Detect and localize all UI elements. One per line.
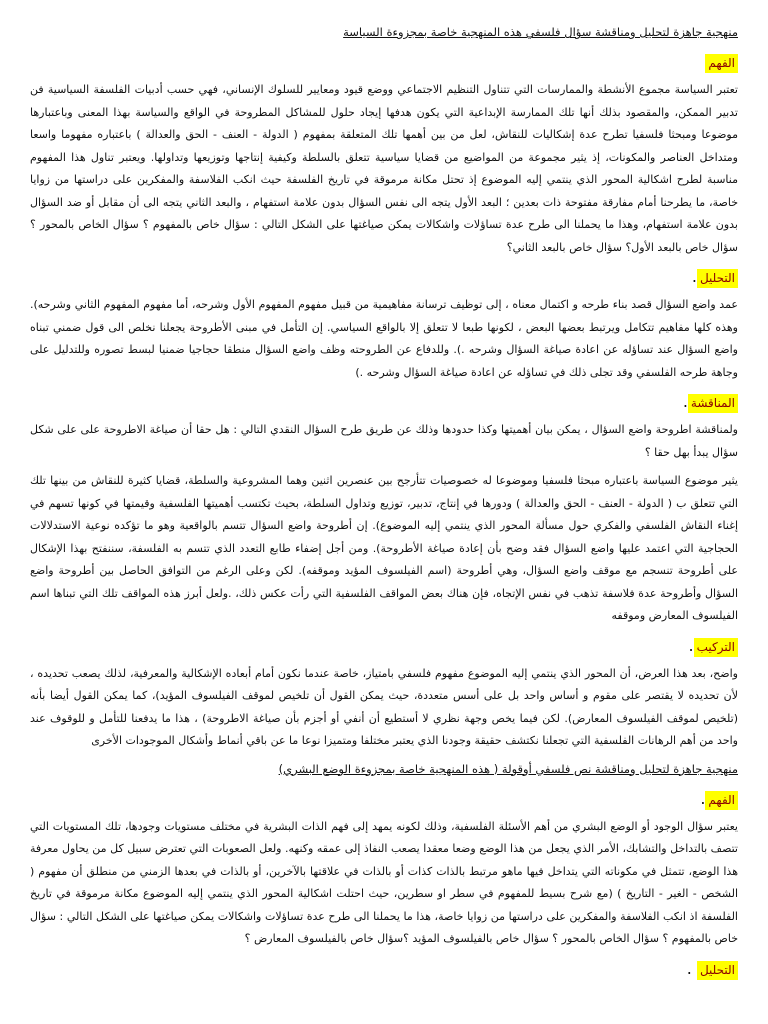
section-title-human-condition: منهجية جاهزة لتحليل ومناقشة نص فلسفي أوقولة ( هذه المنهجية خاصة بمجزوءة الوضع البشري) xyxy=(278,761,738,776)
heading-understanding-2-row: الفهم. xyxy=(30,787,738,816)
heading-analysis-2: التحليل xyxy=(697,961,738,980)
paragraph-discussion-question: ولمناقشة اطروحة واضع السؤال ، يمكن بيان أهميتها وكذا حدودها وذلك عن طريق طرح السؤال النقدي التالي : هل حقا أن صياغة الاطروحة على على شكل سؤال يبدأ بهل حقا ؟ xyxy=(30,423,738,459)
heading-synthesis-1-row: التركيب. xyxy=(30,634,738,663)
heading-analysis-1-row: التحليل. xyxy=(30,265,738,294)
heading-understanding-1-row xyxy=(30,50,738,79)
heading-understanding-1: الفهم xyxy=(705,54,738,73)
paragraph-synthesis-1: واضح، بعد هذا العرض، أن المحور الذي ينتمي إليه الموضوع مفهوم فلسفي بامتياز، خاصة عندما نكون أمام أبعاده الإشكالية والمعرفية، لذلك يصعب تحديده ، لأن تحديده لا يقتصر على مقوم و أساس واحد بل على أسس متعددة، حيث يمكن القول أن تلخيص لموقف الفيلسوف المؤيد)، كما يمكن القول أيضا بأنه (تلخيص لموقف الفيلسوف المعارض). لكن فيما يخص وجهة نظري لا أستطيع أن أنفي أو أجزم بأن صياغة الاطروحة) ، هذا ما يدفعنا للتأمل و للوقوف عند واحد من أهم الرهانات الفلسفية التي تجعلنا نكتشف حقيقة وجودنا الذي يعتبر مختلفا ومتميزا نوعا ما عن باقي أنماط وأشكال الموجودات الأخرى xyxy=(30,666,738,747)
paragraph-analysis-1: عمد واضع السؤال قصد بناء طرحه و اكتمال معناه ، إلى توظيف ترسانة مفاهيمية من قبيل مفهوم المفهوم الأول وشرحه، أما مفهوم المفهوم الثاني وشرحه). وهذه كلها مفاهيم تتكامل ويرتبط بعضها البعض ، لكونها طبعا لا تتعلق إلا بالواقع السياسي. إن التأمل في مبنى الأطروحة يجعلنا نخلص الى قول ضمني تبناه واضع السؤال عند تساؤله عن اعادة صياغة السؤال وشرحه .). وللدفاع عن الطروحته وظف واضع السؤال منطقا حجاجيا ضمنيا لبسط تصوره وللتدليل على وجاهة طرحه الفلسفي وقد تجلى ذلك في تساؤله عن اعادة صياغة السؤال وشرحه .) xyxy=(30,298,738,379)
heading-analysis-2-row: التحليل . xyxy=(30,957,738,986)
heading-understanding-2: الفهم xyxy=(705,791,738,810)
heading-discussion-1-row: المناقشة. xyxy=(30,390,738,419)
heading-discussion-1: المناقشة xyxy=(688,394,738,413)
heading-analysis-1: التحليل xyxy=(697,269,738,288)
paragraph-understanding-1: تعتبر السياسة مجموع الأنشطة والممارسات التي تتناول التنظيم الاجتماعي ووضع قيود ومعايير للسلوك الإنساني، فهي حسب أدبيات الفلسفة السياسية فن تدبير الممكن، والمقصود بذلك أنها تلك الممارسة الإبداعية التي يكون هدفها إيجاد حلول للمشاكل المطروحة في الواقع والسياسة بهذا المعنى وباعتبارها موضوعا ومبحثا فلسفيا تطرح عدة إشكاليات للنقاش، لعل من بين أهمها تلك المتعلقة بمفهوم ( الدولة - العنف - الحق والعدالة ) باعتباره مفهوما واسعا ومتداخل العناصر والمكونات، إذ يثير مجموعة من المواضيع من قضايا سياسية تتعلق بالسلطة وكيفية إنتاجها وتوزيعها وتداولها. ويعتبر تناول هذا المفهوم مناسبة لطرح اشكالية المحور الذي ينتمي إليه الموضوع إذ تحتل مكانة مرموقة في تاريخ الفلسفة حيث انكب الفلاسفة والمفكرين على دراستها من زوايا خاصة، ما يطرحنا أمام مفارقة مفتوحة ذات بعدين ؛ البعد الأول يتجه الى نفس السؤال بدون علامة استفهام ، والبعد الثاني يتجه الى أن مقابل أو ضد السؤال بدون علامة استفهام، وهذا ما يحملنا الى طرح عدة تساؤلات واشكالات يمكن صياغتها على الشكل التالي : سؤال خاص بالمفهوم ؟ سؤال الخاص بالمحور ؟ سؤال خاص بالبعد الأول؟ سؤال خاص بالبعد الثاني؟ xyxy=(30,83,738,254)
paragraph-discussion-1: يثير موضوع السياسة باعتباره مبحثا فلسفيا وموضوعا له خصوصيات تتأرجح بين عنصرين اثنين وهما المشروعية والسلطة، قضايا كثيرة للنقاش من بينها تلك التي تتعلق ب ( الدولة - العنف - الحق والعدالة ) ودورها في إنتاج، تدبير، توزيع وتداول السلطة، بحيث تكتسب أهميتها الفلسفية وقيمتها في كونها تسهم في إغناء النقاش الفلسفي والفكري حول مسألة المحور الذي ينتمي إليه الموضوع). إن أطروحة واضع السؤال تتسم بالواقعية وهو ما تؤكده نوعية الاستدلالات الحجاجية التي اعتمد عليها واضع السؤال فقد وضح بأن إعادة صياغة الأطروحة). ومن أجل إضفاء طابع التعدد الذي تتسم به الفلسفة، سننفتح بهذا الإشكال على أطروحة تنسجم مع موقف واضع السؤال، وهي أطروحة (اسم الفيلسوف المؤيد وموقفه). لكن وعلى الرغم من التوافق الحاصل بين أطروحة واضع السؤال وأطروحة عدة فلاسفة تذهب في نفس الإتجاه، فإن هناك بعض المواقف الفلسفية التي رأت عكس ذلك، .ولعل أبرز هذه المواقف تلك التي تبناها اسم الفيلسوف المعارض وموقفه xyxy=(30,474,738,622)
paragraph-understanding-2: يعتبر سؤال الوجود أو الوضع البشري من أهم الأسئلة الفلسفية، وذلك لكونه يمهد إلى فهم الذات البشرية في مختلف مستويات وجودها، تلك المستويات التي تتصف بالتداخل والتشابك، الأمر الذي يجعل من هذا الوضع وضعا معقدا يصعب النفاذ إلى عمقه وكنهه. ولعل الصعوبات التي تعترض سبيل كل من يحاول معرفة هذا الوضع، تتمثل في مكوناته التي يتداخل فيها ماهو مرتبط بالذات كذات أو بالذات في علاقتها بالآخرين، أو بالذات في بعدها الزمني من منطلق أن مفهوم ( الشخص - الغير - التاريخ ) (مع شرح بسيط للمفهوم في سطر او سطرين، حيث احتلت اشكالية المحور الذي ينتمي إليه الموضوع مكانة مرموقة في تاريخ الفلسفة اذ انكب الفلاسفة والمفكرين على دراستها من زوايا خاصة، هذا ما يحملنا الى طرح عدة تساؤلات واشكالات يمكن صياغتها على الشكل التالي : سؤال خاص بالمفهوم ؟ سؤال الخاص بالمحور ؟ سؤال خاص بالفيلسوف المؤيد ؟سؤال خاص بالفيلسوف المعارض ؟ xyxy=(30,819,738,945)
heading-synthesis-1: التركيب xyxy=(694,638,738,657)
section-title-politics: منهجية جاهزة لتحليل ومناقشة سؤال فلسفي هذه المنهجية خاصة بمجزوءة السياسة xyxy=(343,25,738,39)
